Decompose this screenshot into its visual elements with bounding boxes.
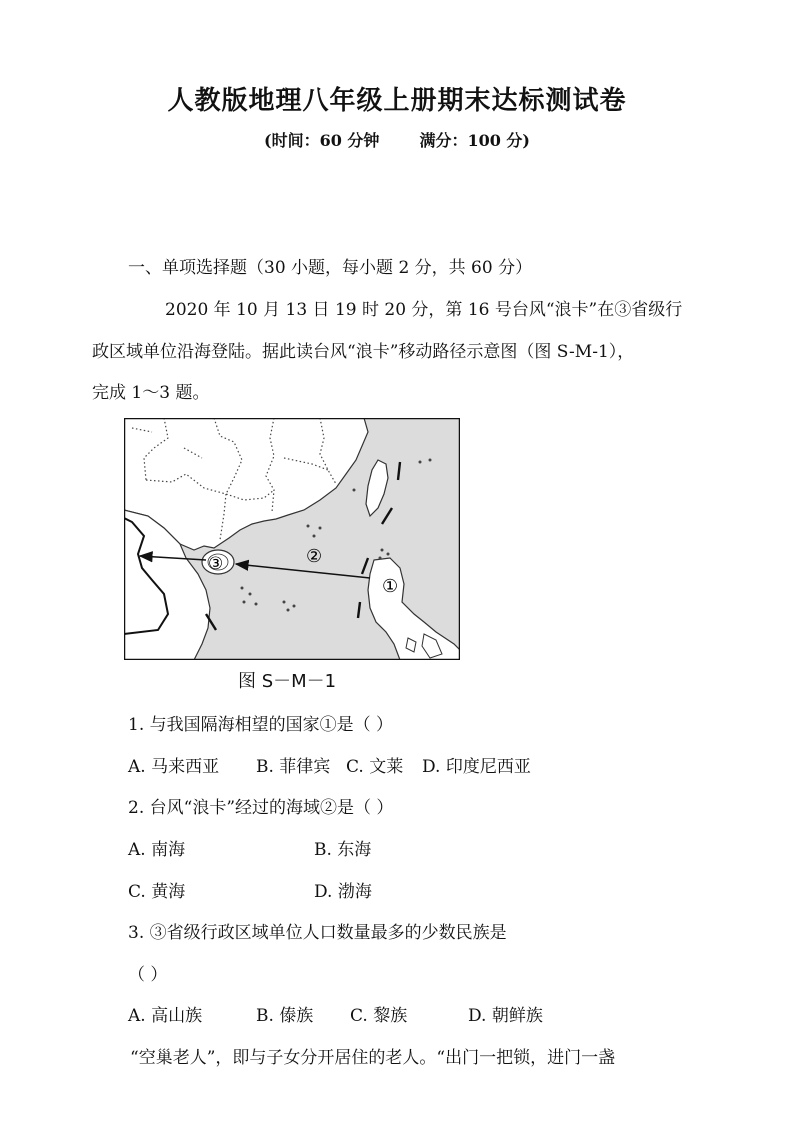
- passage-line-1: “空巢老人”，即与子女分开居住的老人。“出门一把锁，进门一盏: [130, 1048, 616, 1068]
- question-2-options-row2: [128, 877, 372, 902]
- q3-option-a[interactable]: A. 高山族: [128, 1006, 203, 1026]
- question-2-options-row1: [128, 835, 371, 860]
- q3-option-c[interactable]: C. 黎族: [350, 1006, 408, 1026]
- q2-option-c[interactable]: C. 黄海: [128, 882, 186, 902]
- question-3-blank: （ ）: [128, 965, 168, 985]
- question-1-options: [128, 752, 531, 777]
- page-title: 人教版地理八年级上册期末达标测试卷: [167, 86, 627, 116]
- time-limit: (时间：60 分钟: [264, 131, 380, 150]
- question-3-stem: 3. ③省级行政区域单位人口数量最多的少数民族是: [128, 923, 507, 943]
- question-2-stem: 2. 台风“浪卡”经过的海域②是（ ）: [128, 798, 394, 818]
- typhoon-path-map: [124, 418, 460, 660]
- intro-line-1: 2020 年 10 月 13 日 19 时 20 分，第 16 号台风“浪卡”在③省级行: [165, 300, 683, 320]
- q2-option-d[interactable]: D. 渤海: [314, 882, 372, 902]
- q1-option-a[interactable]: A. 马来西亚: [128, 757, 220, 777]
- exam-meta: [0, 128, 794, 151]
- figure-caption: 图 S－M－1: [238, 671, 337, 692]
- q1-option-c[interactable]: C. 文莱: [346, 757, 404, 777]
- full-score: 满分：100 分): [419, 131, 530, 150]
- q3-option-d[interactable]: D. 朝鲜族: [468, 1006, 543, 1026]
- intro-line-3: 完成 1～3 题。: [92, 383, 210, 403]
- q1-option-b[interactable]: B. 菲律宾: [256, 757, 331, 777]
- q2-option-a[interactable]: A. 南海: [128, 840, 186, 860]
- question-1-stem: 1. 与我国隔海相望的国家①是（ ）: [128, 715, 394, 735]
- intro-line-2: 政区域单位沿海登陆。据此读台风“浪卡”移动路径示意图（图 S-M-1），: [92, 342, 635, 362]
- section-heading: 一、单项选择题（30 小题，每小题 2 分，共 60 分）: [128, 258, 533, 278]
- q1-option-d[interactable]: D. 印度尼西亚: [422, 757, 531, 777]
- q2-option-b[interactable]: B. 东海: [314, 840, 372, 860]
- question-3-options: [128, 1001, 543, 1026]
- q3-option-b[interactable]: B. 傣族: [256, 1006, 314, 1026]
- label-2: ②: [306, 546, 323, 567]
- label-1: ①: [382, 576, 399, 597]
- label-3: ③: [208, 554, 224, 574]
